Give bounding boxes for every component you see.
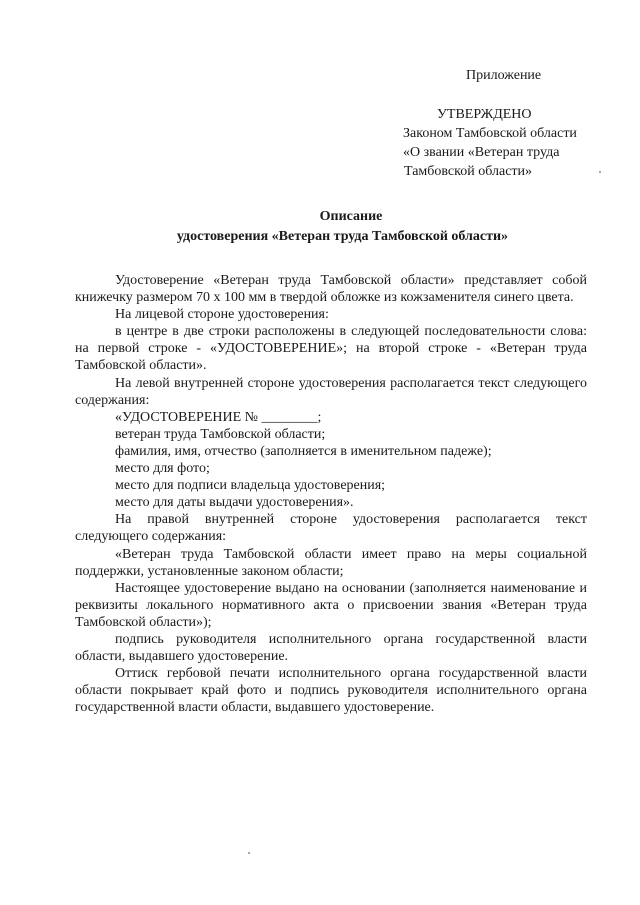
- paragraph: место для фото;: [115, 461, 210, 477]
- paragraph: ветеран труда Тамбовской области;: [115, 426, 326, 442]
- paragraph: место для даты выдачи удостоверения».: [115, 495, 354, 511]
- paragraph: Удостоверение «Ветеран труда Тамбовской области» представляет собой книжечку размером 70 х 100 мм в твердой обложке из кожзаменителя синего цвета.: [75, 273, 587, 306]
- approval-line: «О звании «Ветеран труда: [403, 145, 560, 160]
- paragraph: «УДОСТОВЕРЕНИЕ № ________;: [115, 409, 322, 425]
- paragraph: подпись руководителя исполнительного органа государственной власти области, выдавшего удостоверение.: [75, 631, 587, 665]
- title-line-1: Описание: [319, 209, 383, 224]
- approval-line: Тамбовской области»: [404, 164, 533, 179]
- document-title: [0, 207, 640, 247]
- paragraph: На лицевой стороне удостоверения:: [115, 307, 329, 323]
- paragraph: Оттиск гербовой печати исполнительного органа государственной власти области покрывает край фото и подпись руководителя исполнительного органа государственной власти области, выдавшего удостоверение.: [75, 666, 587, 716]
- paragraph: «Ветеран труда Тамбовской области имеет право на меры социальной поддержки, установленные законом области;: [75, 546, 587, 579]
- scan-speck: [248, 852, 250, 854]
- approval-stamp: [403, 105, 577, 181]
- approval-line: Законом Тамбовской области: [403, 126, 577, 141]
- approval-heading: УТВЕРЖДЕНО: [437, 107, 532, 122]
- document-body: [75, 272, 587, 716]
- paragraph: фамилия, имя, отчество (заполняется в именительном падеже);: [115, 443, 492, 459]
- paragraph: Настоящее удостоверение выдано на основании (заполняется наименование и реквизиты локального нормативного акта о присвоении звания «Ветеран труда Тамбовской области»);: [75, 580, 587, 630]
- paragraph: На правой внутренней стороне удостоверения располагается текст следующего содержания:: [75, 512, 587, 545]
- title-line-2: удостоверения «Ветеран труда Тамбовской области»: [176, 229, 509, 244]
- appendix-label: Приложение: [466, 68, 542, 83]
- paragraph: На левой внутренней стороне удостоверения располагается текст следующего содержания:: [75, 375, 587, 408]
- scan-speck: [599, 171, 601, 173]
- paragraph: место для подписи владельца удостоверения;: [115, 478, 386, 494]
- paragraph: в центре в две строки расположены в следующей последовательности слова: на первой строке - «УДОСТОВЕРЕНИЕ»; на второй строке - «Ветеран труда Тамбовской области».: [75, 324, 587, 374]
